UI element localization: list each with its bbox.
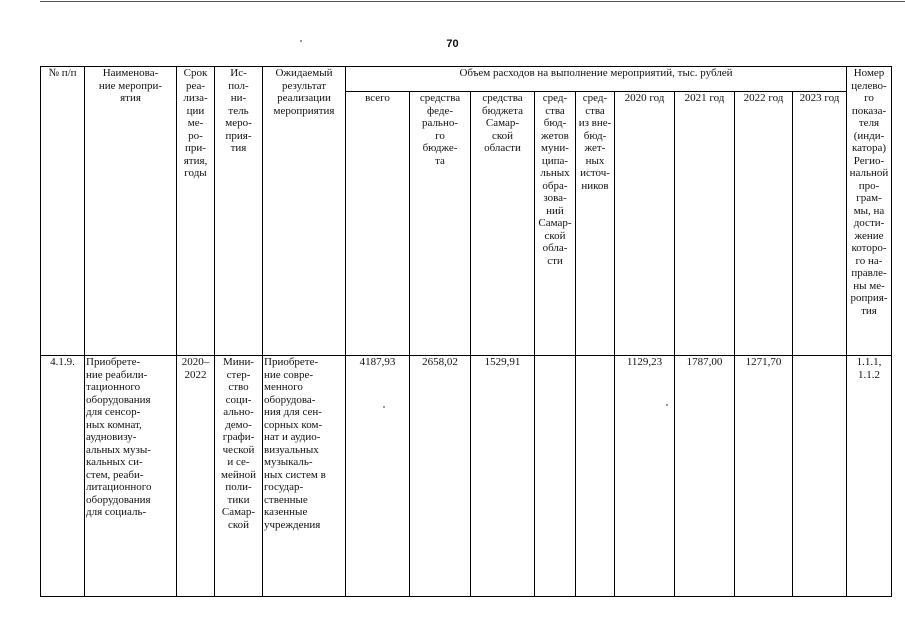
cell-result: Приобрете- ние совре- менного оборудова- ния для сен- сорных ком- нат и аудио- визуальных музыкаль- ных систем в государ- ственные казенные учреждения (263, 356, 346, 597)
cell-indicator: 1.1.1, 1.1.2 (847, 356, 892, 597)
table-row (41, 356, 892, 597)
header-row (41, 67, 892, 92)
cell-federal: 2658,02 (410, 356, 471, 597)
cell-regional: 1529,91 (471, 356, 535, 597)
expenses-table (40, 66, 892, 597)
cell-municipal (535, 356, 576, 597)
cell-y2020: 1129,23 (615, 356, 675, 597)
scan-speck (666, 404, 668, 406)
cell-y2023 (793, 356, 847, 597)
top-rule (40, 1, 905, 2)
header-federal: средства феде- рально- го бюдже- та (410, 92, 471, 356)
header-y2023: 2023 год (793, 92, 847, 356)
header-y2021: 2021 год (675, 92, 735, 356)
cell-term: 2020– 2022 (177, 356, 215, 597)
header-y2022: 2022 год (735, 92, 793, 356)
cell-executor: Мини- стер- ство соци- ально- демо- графи- ческой и се- мейной поли- тики Самар- ской (215, 356, 263, 597)
cell-y2021: 1787,00 (675, 356, 735, 597)
cell-name: Приобрете- ние реабили- тационного оборудования для сенсор- ных комнат, аудновизу- альных музы- кальных си- стем, реаби- литационного оборудования для социаль- (85, 356, 177, 597)
cell-extra (576, 356, 615, 597)
cell-num: 4.1.9. (41, 356, 85, 597)
header-result: Ожидаемый результат реализации мероприятия (263, 67, 346, 356)
scan-speck (300, 40, 302, 42)
page-number: 70 (446, 38, 459, 50)
header-expenses: Объем расходов на выполнение мероприятий, тыс. рублей (346, 67, 847, 92)
cell-y2022: 1271,70 (735, 356, 793, 597)
cell-total: 4187,93 (346, 356, 410, 597)
header-indicator: Номер целево- го показа- теля (инди- катора) Регио- нальной про- грам- мы, на дости- жение которо- го на- правле- ны ме- роприя- тия (847, 67, 892, 356)
header-extra: сред- ства из вне- бюд- жет- ных источ- ников (576, 92, 615, 356)
header-num: № п/п (41, 67, 85, 356)
header-municipal: сред- ства бюд- жетов муни- ципа- льных обра- зова- ний Самар- ской обла- сти (535, 92, 576, 356)
header-name: Наименова- ние меропри- ятия (85, 67, 177, 356)
header-executor: Ис- пол- ни- тель меро- прия- тия (215, 67, 263, 356)
scan-speck (383, 406, 385, 408)
header-y2020: 2020 год (615, 92, 675, 356)
header-total: всего (346, 92, 410, 356)
header-regional: средства бюджета Самар- ской области (471, 92, 535, 356)
header-term: Срок реа- лиза- ции ме- ро- при- ятия, годы (177, 67, 215, 356)
